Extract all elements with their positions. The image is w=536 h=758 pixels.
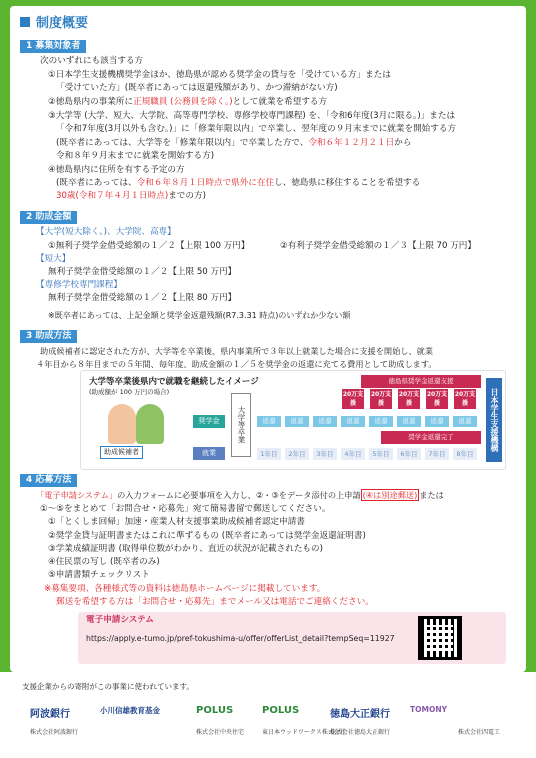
s1-item1b: 「受けていた方」(既卒者にあっては返還残額があり、かつ滞納がない方)	[56, 83, 338, 93]
s4-line1d: または	[419, 490, 444, 500]
s3-line2: ４年目から８年目までの５年間、毎年度、助成金額の１／５を奨学金の返還に充てる費用として助成します。	[36, 359, 437, 369]
title-row	[20, 12, 88, 31]
year-cell: 8年目	[453, 448, 477, 460]
repay-cell: 返還	[369, 416, 393, 427]
s2-cat2: 【短大】	[36, 254, 71, 264]
title-square-icon	[20, 17, 30, 27]
page-title: 制度概要	[36, 16, 89, 31]
support-cell: 20万支援	[426, 391, 448, 407]
sponsor-logo: 阿波銀行	[30, 709, 70, 720]
sponsor-name: 株式会社徳島大正銀行	[330, 729, 391, 736]
support-cell: 20万支援	[398, 391, 420, 407]
repay-cell: 返還	[397, 416, 421, 427]
section-2-heading: 2 助成金額	[20, 211, 77, 224]
s4-doc3: ③学業成績証明書 (取得単位数がわかり、直近の状況が記載されたもの)	[48, 544, 323, 554]
s1-intro: 次のいずれにも該当する方	[40, 56, 144, 66]
repay-cell: 返還	[257, 416, 281, 427]
s1-item2	[48, 96, 327, 110]
s1-item4b	[56, 177, 420, 191]
s1-item2a: ②徳島県内の事業所に	[48, 97, 134, 107]
sponsor-logo: POLUS	[196, 705, 234, 716]
s1-item4a: ④徳島県内に住所を有する予定の方	[48, 165, 185, 175]
s1-item2-red: 正規職員 (公務員を除く。)	[133, 97, 233, 107]
section-3-heading: 3 助成方法	[20, 330, 77, 343]
scholarship-band: 奨学金	[193, 415, 225, 428]
s1-item4b-red: 令和６年８月１日時点で県外に在住	[136, 178, 275, 188]
s1-item3d: 令和８年９月末までに就業を開始する方)	[56, 151, 215, 161]
s2-cat1a: ①無利子奨学金借受総額の１／２【上限 100 万円】	[48, 241, 250, 251]
e-system-label: 電子申請システム	[86, 615, 154, 625]
section-4-heading: 4 応募方法	[20, 474, 77, 487]
e-application-box	[78, 612, 506, 664]
sponsor-logo: 徳島大正銀行	[330, 709, 390, 720]
support-cell: 20万支援	[454, 391, 476, 407]
jasso-bar: 日本学生支援機構	[486, 378, 502, 462]
s1-item3c1: (既卒者にあっては、大学等を「修業年限以内」で卒業した方で、	[56, 138, 309, 148]
sponsor-logo: TOMONY	[410, 705, 448, 714]
sponsor-name: 株式会社四電工	[458, 729, 501, 736]
s1-item3c	[56, 137, 411, 151]
repay-cell: 返還	[341, 416, 365, 427]
footer-intro: 支援企業からの寄附がこの事業に使われています。	[22, 682, 194, 691]
year-cell: 7年目	[425, 448, 449, 460]
e-application-url[interactable]: https://apply.e-tumo.jp/pref-tokushima-u/offer/offerList_detail?tempSeq=11927	[86, 634, 395, 643]
illus-title: 大学等卒業後県内で就職を継続したイメージ	[89, 377, 259, 387]
s1-item3c2: から	[394, 138, 412, 148]
repay-cell: 返還	[453, 416, 477, 427]
person-label: 助成候補者	[100, 446, 143, 459]
support-cell: 20万支援	[342, 391, 364, 407]
support-band: 徳島県奨学金返還支援	[361, 375, 481, 388]
repay-cell: 返還	[313, 416, 337, 427]
s1-item3a: ③大学等 (大学、短大、大学院、高等専門学校、専修学校専門課程) を、「令和6年度(3月に限る。)」または	[48, 111, 456, 121]
s2-cat3a: 無利子奨学金借受総額の１／２【上限 80 万円】	[48, 293, 237, 303]
year-cell: 2年目	[285, 448, 309, 460]
graduation-box: 大学等卒業	[231, 393, 251, 457]
s4-doc5: ⑤申請書類チェックリスト	[48, 570, 150, 580]
repayment-complete-band: 奨学金返還完了	[381, 431, 481, 444]
s4-doc4: ④住民票の写し (既卒者のみ)	[48, 557, 160, 567]
s1-item4b1: (既卒者にあっては、	[56, 178, 137, 188]
s2-note: ※既卒者にあっては、上記金額と奨学金返還残額(R7.3.31 時点)のいずれか少ない額	[48, 311, 351, 320]
s4-line1c: (④は別途郵送)	[362, 490, 418, 500]
sponsor-name: 東日本ウッドワークス株式会社	[262, 729, 346, 736]
s4-doc1: ①「とくしま回帰」加速・産業人材支援事業助成候補者認定申請書	[48, 517, 305, 527]
s4-note1: ※募集要項、各種様式等の資料は徳島県ホームページに掲載しています。	[44, 584, 326, 594]
s2-cat2a: 無利子奨学金借受総額の１／２【上限 50 万円】	[48, 267, 237, 277]
s4-doc2: ②奨学金貸与証明書またはこれに準ずるもの (既卒者にあっては奨学金返還証明書)	[48, 531, 366, 541]
repay-cell: 返還	[425, 416, 449, 427]
s4-note2: 郵送を希望する方は「お問合せ・応募先」までメール又は電話でご連絡ください。	[56, 597, 374, 607]
s1-item1a: ①日本学生支援機構奨学金ほか、徳島県が認める奨学金の貸与を「受けている方」または	[48, 70, 391, 80]
s1-item3c-red: 令和６年１２月２１日	[308, 138, 395, 148]
repay-cell: 返還	[285, 416, 309, 427]
illus-subtitle: (助成額が 100 万円の場合)	[89, 388, 170, 396]
s4-e-system: 「電子申請システム」	[36, 490, 118, 500]
s1-item2b: として就業を希望する方	[232, 97, 328, 107]
work-band: 就業	[193, 447, 225, 460]
s4-line2: ①～⑤をまとめて「お問合せ・応募先」宛て簡易書留で郵送してください。	[40, 504, 331, 514]
s2-cat3: 【専修学校専門課程】	[36, 280, 122, 290]
person-illustration	[136, 404, 164, 444]
s1-item4c-red: 30歳(令和７年４月１日時点)	[56, 191, 169, 201]
s4-line1	[36, 489, 444, 503]
year-cell: 1年目	[257, 448, 281, 460]
s1-item4b2: し、徳島県に移住することを希望する	[274, 178, 421, 188]
s3-line1: 助成候補者に認定された方が、大学等を卒業後、県内事業所で３年以上就業した場合に支援を開始し、就業	[40, 346, 434, 356]
section-1-heading: 1 募集対象者	[20, 40, 86, 53]
s1-item4c	[56, 190, 206, 204]
year-cell: 3年目	[313, 448, 337, 460]
s4-line1b: の入力フォームに必要事項を入力し、②・③をデータ添付の上申請	[117, 490, 361, 500]
sponsor-logo: POLUS	[262, 705, 300, 716]
year-cell: 5年目	[369, 448, 393, 460]
sponsor-name: 株式会社阿波銀行	[30, 729, 79, 736]
s1-item3b: 「令和7年度(3月以外も含む。)」に「修業年限以内」で卒業し、翌年度の９月末までに就業を開始する方	[56, 124, 457, 134]
s1-item4c2: までの方)	[168, 191, 206, 201]
year-cell: 6年目	[397, 448, 421, 460]
person-illustration	[108, 404, 136, 444]
year-cell: 4年目	[341, 448, 365, 460]
s2-cat1: 【大学(短大除く。)、大学院、高専】	[36, 227, 176, 237]
sponsor-logo: 小川信雄教育基金	[100, 706, 160, 715]
sponsor-name: 株式会社中央住宅	[196, 729, 245, 736]
support-cell: 20万支援	[370, 391, 392, 407]
s2-cat1b: ②有利子奨学金借受総額の１／３【上限 70 万円】	[280, 241, 476, 251]
qr-code[interactable]	[418, 616, 462, 660]
